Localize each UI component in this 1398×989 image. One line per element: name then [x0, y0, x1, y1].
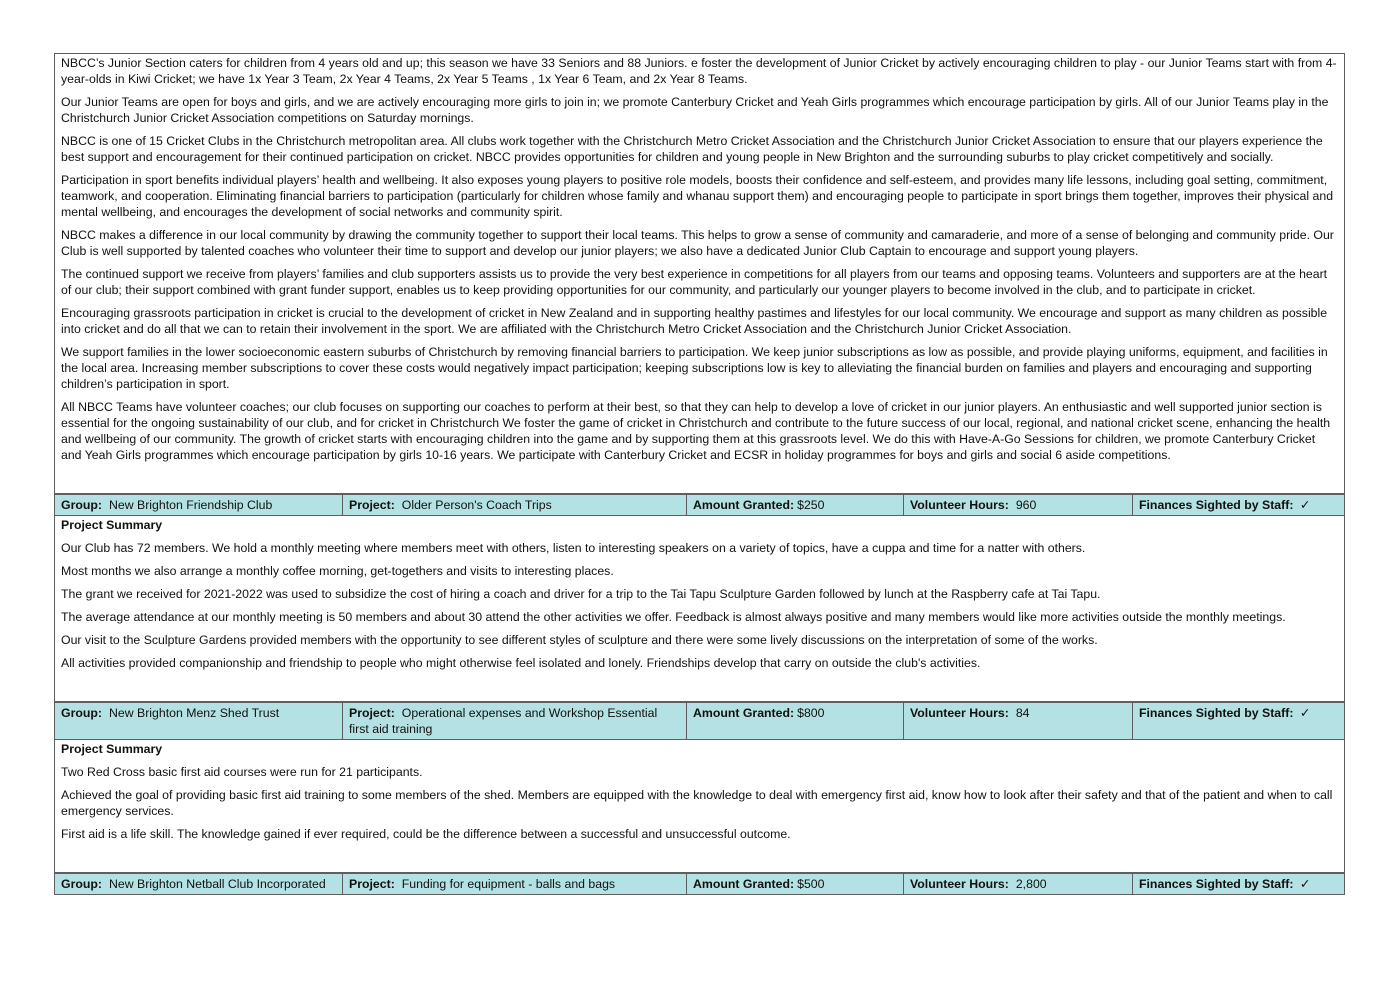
project-summary: [54, 516, 1345, 702]
paragraph: All activities provided companionship and friendship to people who might otherwise feel isolated and lonely. Friendships develop that carry on outside the club's activities.: [61, 656, 981, 670]
paragraph: Achieved the goal of providing basic first aid training to some members of the shed. Members are equipped with the knowledge to deal with emergency first aid, know how to look after their safety and that of the patient and when to call emergency services.: [61, 788, 1333, 818]
hours-value: 960: [1015, 498, 1037, 512]
hours-cell: Volunteer Hours: 2,800: [904, 874, 1133, 894]
checkmark-icon: ✓: [1299, 877, 1311, 891]
paragraph: NBCC makes a difference in our local community by drawing the community together to support their local teams. This helps to grow a sense of community and camaraderie, and more of a sense of belonging and community pride. Our Club is well supported by talented coaches who volunteer their time to support and develop our junior players; we also have a dedicated Junior Club Captain to encourage and support young players.: [61, 228, 1334, 258]
project-name: Older Person's Coach Trips: [401, 498, 552, 512]
grant-header-row: [55, 494, 1344, 515]
paragraph: First aid is a life skill. The knowledge gained if ever required, could be the difference between a successful and unsuccessful outcome.: [61, 827, 791, 841]
paragraph: Participation in sport benefits individual players’ health and wellbeing. It also exposes young players to positive role models, boosts their confidence and self-esteem, and provides many life lessons, including goal setting, commitment, teamwork, and cooperation. Eliminating financial barriers to participation (particularly for children whose family and whanau support them) and encouraging people to participate in sport brings them together, improves their physical and mental wellbeing, and encourages the development of social networks and community spirit.: [61, 173, 1334, 219]
hours-value: 84: [1015, 706, 1030, 720]
paragraph: Our Club has 72 members. We hold a monthly meeting where members meet with others, listen to interesting speakers on a variety of topics, have a cuppa and time for a natter with others.: [61, 541, 1086, 555]
summary-heading: Project Summary: [61, 518, 163, 532]
amount-value: $500: [797, 877, 825, 891]
summary-heading: Project Summary: [61, 742, 163, 756]
project-cell: Project: Funding for equipment - balls and bags: [343, 874, 687, 894]
checkmark-icon: ✓: [1299, 498, 1311, 512]
group-cell: Group: New Brighton Friendship Club: [55, 495, 343, 515]
amount-cell: Amount Granted: $500: [687, 874, 904, 894]
paragraph: We support families in the lower socioeconomic eastern suburbs of Christchurch by removing financial barriers to participation. We keep junior subscriptions as low as possible, and provide playing uniforms, equipment, and facilities in the local area. Increasing member subscriptions to cover these costs would negatively impact participation; keeping subscriptions low is key to alleviating the financial burden on families and players and encouraging and supporting children’s participation in sport.: [61, 345, 1328, 391]
grant-entry: [54, 494, 1345, 516]
grant-entry: [54, 873, 1345, 895]
amount-cell: Amount Granted: $800: [687, 703, 904, 739]
group-cell: Group: New Brighton Netball Club Incorporated: [55, 874, 343, 894]
hours-value: 2,800: [1015, 877, 1047, 891]
checkmark-icon: ✓: [1299, 706, 1311, 720]
amount-value: $800: [797, 706, 825, 720]
paragraph: The grant we received for 2021-2022 was used to subsidize the cost of hiring a coach and driver for a trip to the Tai Tapu Sculpture Garden followed by lunch at the Raspberry cafe at Tai Tapu.: [61, 587, 1101, 601]
amount-cell: Amount Granted: $250: [687, 495, 904, 515]
paragraph: All NBCC Teams have volunteer coaches; our club focuses on supporting our coaches to perform at their best, so that they can help to develop a love of cricket in our junior players. An enthusiastic and well supported junior section is essential for the ongoing sustainability of our club, and for cricket in Christchurch We foster the game of cricket in Christchurch and contribute to the future success of our local, regional, and national cricket scene, enhancing the health and wellbeing of our community. The growth of cricket starts with encouraging children into the game and by supporting them at this grassroots level. We do this with Have-A-Go Sessions for children, we promote Canterbury Cricket and Yeah Girls programmes which encourage participation by girls 10-16 years. We participate with Canterbury Cricket and ECSR in holiday programmes for boys and girls and social 6 aside competitions.: [61, 400, 1331, 462]
paragraph: Our Junior Teams are open for boys and girls, and we are actively encouraging more girls to join in; we promote Canterbury Cricket and Yeah Girls programmes which encourage participation by girls. All of our Junior Teams play in the Christchurch Junior Cricket Association competitions on Saturday mornings.: [61, 95, 1329, 125]
project-summary: [54, 740, 1345, 873]
paragraph: Most months we also arrange a monthly coffee morning, get-togethers and visits to interesting places.: [61, 564, 614, 578]
finances-cell: Finances Sighted by Staff: ✓: [1139, 877, 1311, 891]
paragraph: The average attendance at our monthly meeting is 50 members and about 30 attend the other activities we offer. Feedback is almost always positive and many members would like more activities outside the monthly meetings.: [61, 610, 1286, 624]
group-name: New Brighton Netball Club Incorporated: [108, 877, 326, 891]
hours-cell: Volunteer Hours: 84: [904, 703, 1133, 739]
paragraph: NBCC is one of 15 Cricket Clubs in the Christchurch metropolitan area. All clubs work together with the Christchurch Metro Cricket Association and the Christchurch Junior Cricket Association to ensure that our players experience the best support and encouragement for their continued participation on cricket. NBCC provides opportunities for children and young people in New Brighton and the surrounding suburbs to play cricket competitively and socially.: [61, 134, 1323, 164]
finances-cell: Finances Sighted by Staff: ✓: [1139, 498, 1311, 512]
project-cell: Project: Older Person's Coach Trips: [343, 495, 687, 515]
grant-header-row: [55, 873, 1344, 894]
group-cell: Group: New Brighton Menz Shed Trust: [55, 703, 343, 739]
grant-entry: [54, 702, 1345, 740]
grant-header-row: [55, 702, 1344, 739]
group-name: New Brighton Friendship Club: [108, 498, 273, 512]
amount-value: $250: [797, 498, 825, 512]
project-cell: Project: Operational expenses and Workshop Essential first aid training: [343, 703, 687, 739]
hours-cell: Volunteer Hours: 960: [904, 495, 1133, 515]
paragraph: Our visit to the Sculpture Gardens provided members with the opportunity to see different styles of sculpture and there were some lively discussions on the interpretation of some of the works.: [61, 633, 1098, 647]
finances-cell: Finances Sighted by Staff: ✓: [1139, 706, 1311, 720]
group-name: New Brighton Menz Shed Trust: [108, 706, 280, 720]
grant-report: [54, 53, 1345, 895]
paragraph: Encouraging grassroots participation in cricket is crucial to the development of cricket in New Zealand and in supporting healthy pastimes and lifestyles for our local community. We encourage and support as many children as possible into cricket and do all that we can to retain their involvement in the sport. We are affiliated with the Christchurch Metro Cricket Association and the Christchurch Junior Cricket Association.: [61, 306, 1328, 336]
paragraph: The continued support we receive from players’ families and club supporters assists us to provide the very best experience in competitions for all players from our teams and opposing teams. Volunteers and supporters are at the heart of our club; their support combined with grant funder support, enables us to keep providing opportunities for our community, and particularly our younger players to become involved in the club, and to participate in cricket.: [61, 267, 1328, 297]
paragraph: Two Red Cross basic first aid courses were run for 21 participants.: [61, 765, 423, 779]
project-name: Funding for equipment - balls and bags: [401, 877, 616, 891]
project-name: Operational expenses and Workshop Essential first aid training: [349, 706, 658, 736]
cricket-club-summary: [54, 53, 1345, 494]
paragraph: NBCC’s Junior Section caters for children from 4 years old and up; this season we have 33 Seniors and 88 Juniors. e foster the development of Junior Cricket by actively encouraging children to play - our Junior Teams start with from 4-year-olds in Kiwi Cricket; we have 1x Year 3 Team, 2x Year 4 Teams, 2x Year 5 Teams , 1x Year 6 Team, and 2x Year 8 Teams.: [61, 56, 1337, 86]
